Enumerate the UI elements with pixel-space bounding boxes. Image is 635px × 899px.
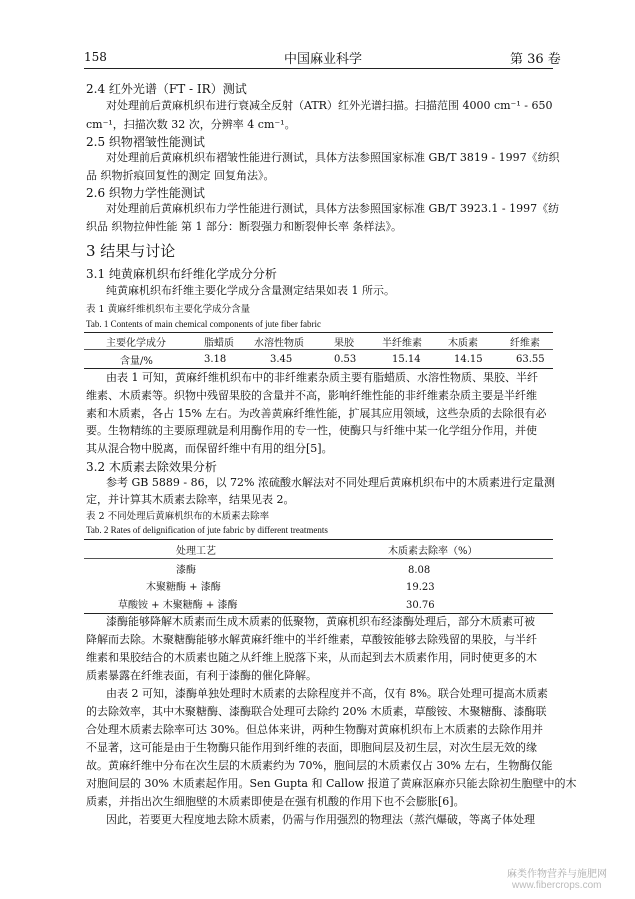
section-2-4-title: 2.4 红外光谱（FT - IR）测试 bbox=[86, 82, 247, 96]
table1-mid-rule bbox=[84, 349, 553, 350]
section-3-2-para-line: 漆酶能够降解木质素而生成木质素的低聚物，黄麻机织布经漆酶处理后，部分木质素可被 bbox=[106, 615, 535, 628]
section-2-5-line: 对处理前后黄麻机织布褶皱性能进行测试，具体方法参照国家标准 GB/T 3819 - 1997《纺织 bbox=[106, 151, 560, 164]
header-rule bbox=[84, 68, 553, 69]
section-3-2-para-line: 质素暴露在纤维表面，有利于漆酶的催化降解。 bbox=[86, 669, 317, 682]
table1-cell: 14.15 bbox=[454, 354, 483, 365]
table2-caption-zh: 表 2 不同处理后黄麻机织布的木质素去除率 bbox=[86, 511, 270, 522]
section-3-2-para-line: 由表 2 可知，漆酶单独处理时木质素的去除程度并不高，仅有 8%。联合处理可提高木质素 bbox=[106, 687, 548, 700]
table2-cell: 19.23 bbox=[406, 582, 435, 593]
section-3-1-title: 3.1 纯黄麻机织布纤维化学成分分析 bbox=[86, 267, 277, 281]
section-2-5-title: 2.5 织物褶皱性能测试 bbox=[86, 135, 205, 149]
volume-label: 第 36 卷 bbox=[510, 52, 561, 67]
table1-cell: 0.53 bbox=[334, 354, 357, 365]
section-3-2-para-line: 故。黄麻纤维中分布在次生层的木质素约为 70%，胞间层的木质素仅占 30% 左右，生物酶仅能 bbox=[86, 759, 553, 772]
section-3-2-para-line: 的去除效率，其中木聚糖酶、漆酶联合处理可去除约 20% 木质素，草酸铵、木聚糖酶、漆酶联 bbox=[86, 705, 547, 718]
table1-cell: 含量/% bbox=[120, 356, 153, 367]
section-3-2-intro-line: 定，并计算其木质素去除率，结果见表 2。 bbox=[86, 493, 295, 506]
section-2-5-line: 品 织物折痕回复性的测定 回复角法》。 bbox=[86, 169, 275, 182]
table1-caption-en: Tab. 1 Contents of main chemical components of jute fiber fabric bbox=[86, 319, 322, 329]
section-3-2-intro-line: 参考 GB 5889 - 86，以 72% 浓硫酸水解法对不同处理后黄麻机织布中的木质素进行定量测 bbox=[106, 476, 556, 489]
table1-cell: 15.14 bbox=[392, 354, 421, 365]
table2-header-cell: 木质素去除率（%） bbox=[388, 546, 478, 557]
section-3-2-para-line: 对胞间层的 30% 木质素起作用。Sen Gupta 和 Callow 报道了黄麻沤麻亦只能去除初生胞壁中的木 bbox=[86, 777, 577, 790]
section-3-2-para-line: 因此，若要更大程度地去除木质素，仍需与作用强烈的物理法（蒸汽爆破，等离子体处理 bbox=[106, 813, 535, 826]
table2-cell: 30.76 bbox=[406, 600, 435, 611]
table2-header-cell: 处理工艺 bbox=[176, 546, 216, 557]
table1-caption-zh: 表 1 黄麻纤维机织布主要化学成分含量 bbox=[86, 304, 251, 315]
table1-header-cell: 水溶性物质 bbox=[254, 338, 304, 349]
table1-cell: 3.45 bbox=[270, 354, 293, 365]
section-3-1-para-line: 维素、木质素等。织物中残留果胶的含量并不高，影响纤维性能的非纤维素杂质主要是半纤维 bbox=[86, 389, 537, 402]
table1-header-cell: 木质素 bbox=[448, 338, 478, 349]
section-3-1-para-line: 其从混合物中脱离，而保留纤维中有用的组分[5]。 bbox=[86, 442, 333, 455]
section-2-6-title: 2.6 织物力学性能测试 bbox=[86, 186, 205, 200]
watermark-title: 麻类作物营养与施肥网 bbox=[507, 869, 607, 880]
table2-mid-rule bbox=[84, 558, 553, 559]
watermark-url: www.fibercrops.com bbox=[512, 880, 602, 891]
table1-header-cell: 半纤维素 bbox=[382, 338, 422, 349]
table2-cell: 木聚糖酶 + 漆酶 bbox=[146, 582, 221, 593]
table1-header-cell: 主要化学成分 bbox=[106, 338, 166, 349]
section-3-1-para-line: 要。生物精练的主要原理就是利用酶作用的专一性，使酶只与纤维中某一化学组分作用，并使 bbox=[86, 424, 537, 437]
table1-header-cell: 果胶 bbox=[334, 338, 354, 349]
table1-cell: 3.18 bbox=[204, 354, 227, 365]
section-3-1-para-line: 由表 1 可知，黄麻纤维机织布中的非纤维素杂质主要有脂蜡质、水溶性物质、果胶、半纤 bbox=[106, 371, 538, 384]
table1-top-rule bbox=[84, 332, 553, 333]
section-2-6-line: 织品 织物拉伸性能 第 1 部分：断裂强力和断裂伸长率 条样法》。 bbox=[86, 220, 402, 233]
section-3-2-para-line: 合处理木质素去除率可达 30%。但总体来讲，两种生物酶对黄麻机织布上木质素的去除作用并 bbox=[86, 723, 543, 736]
section-3-2-title: 3.2 木质素去除效果分析 bbox=[86, 460, 217, 474]
page-number: 158 bbox=[84, 50, 107, 64]
section-2-4-line: cm⁻¹，扫描次数 32 次，分辨率 4 cm⁻¹。 bbox=[86, 118, 296, 131]
section-3-2-para-line: 不显著，这可能是由于生物酶只能作用到纤维的表面，即胞间层及初生层，对次生层无效的缘 bbox=[86, 741, 537, 754]
table1-header-cell: 脂蜡质 bbox=[204, 338, 234, 349]
section-3-title: 3 结果与讨论 bbox=[86, 242, 176, 260]
section-3-2-para-line: 维素和果胶结合的木质素也随之从纤维上脱落下来，从而起到去木质素作用，同时使更多的木 bbox=[86, 651, 537, 664]
table2-cell: 草酸铵 + 木聚糖酶 + 漆酶 bbox=[118, 600, 238, 611]
table1-header-cell: 纤维素 bbox=[510, 338, 540, 349]
table2-cell: 漆酶 bbox=[176, 565, 196, 576]
table2-cell: 8.08 bbox=[408, 565, 431, 576]
section-3-1-para-line: 素和木质素，各占 15% 左右。为改善黄麻纤维性能，扩展其应用领域，这些杂质的去除很有必 bbox=[86, 407, 547, 420]
table2-top-rule bbox=[84, 539, 553, 540]
table2-caption-en: Tab. 2 Rates of delignification of jute fabric by different treatments bbox=[86, 525, 328, 535]
table1-cell: 63.55 bbox=[516, 354, 545, 365]
section-2-4-line: 对处理前后黄麻机织布进行衰减全反射（ATR）红外光谱扫描。扫描范围 4000 cm⁻¹ - 650 bbox=[106, 99, 553, 112]
section-3-2-para-line: 降解而去除。木聚糖酶能够水解黄麻纤维中的半纤维素，草酸铵能够去除残留的果胶，与半纤 bbox=[86, 633, 537, 646]
section-2-6-line: 对处理前后黄麻机织布力学性能进行测试，具体方法参照国家标准 GB/T 3923.1 - 1997《纺 bbox=[106, 202, 560, 215]
journal-title: 中国麻业科学 bbox=[284, 52, 363, 67]
section-3-1-intro: 纯黄麻机织布纤维主要化学成分含量测定结果如表 1 所示。 bbox=[106, 284, 395, 297]
section-3-2-para-line: 质素，并指出次生细胞壁的木质素即使是在强有机酸的作用下也不会膨胀[6]。 bbox=[86, 795, 465, 808]
